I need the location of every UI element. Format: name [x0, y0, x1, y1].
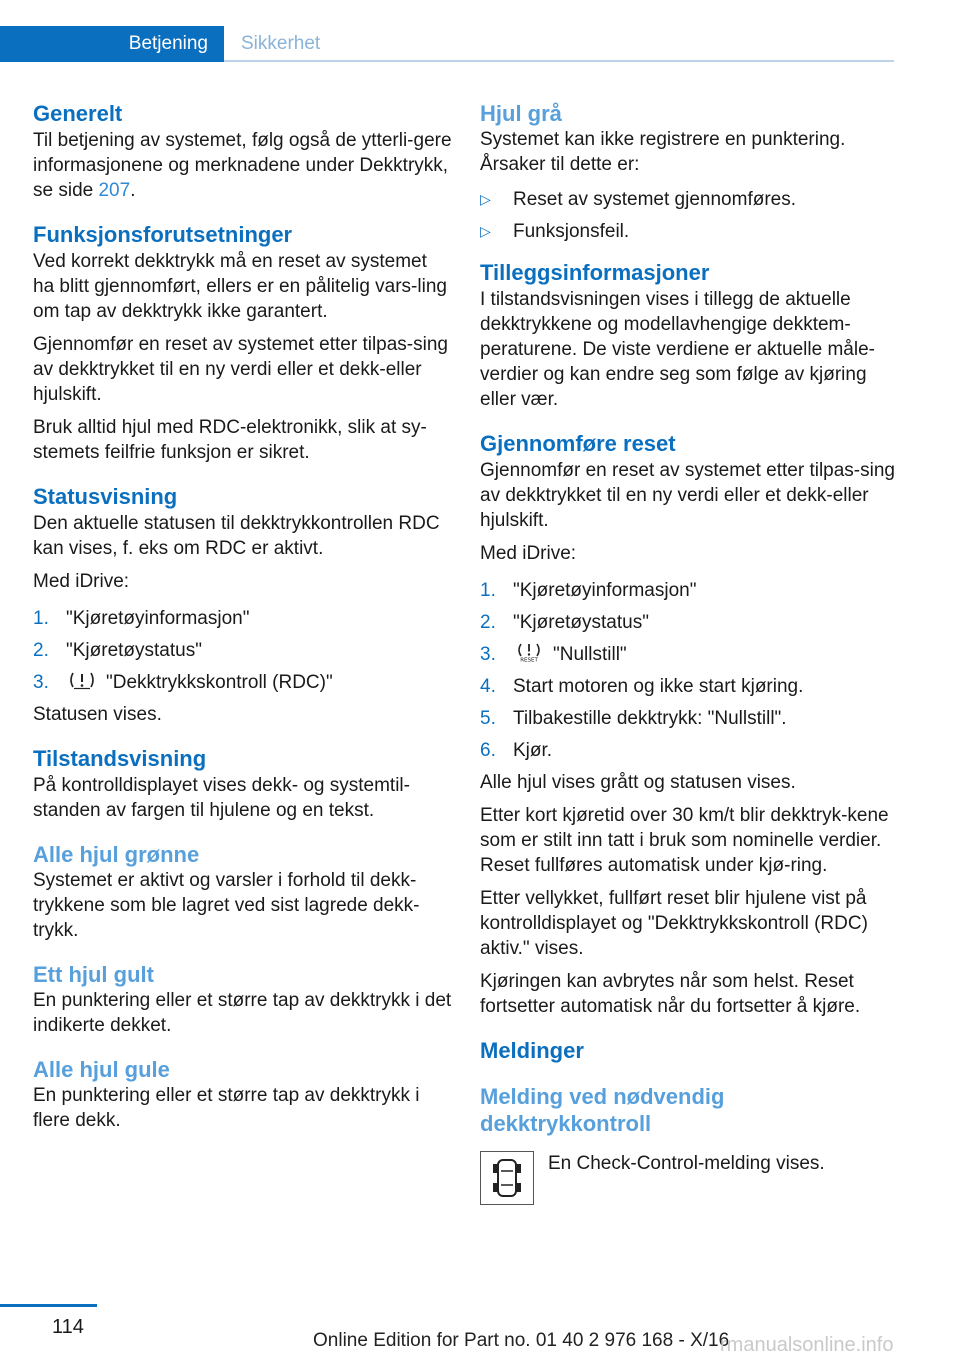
step-text: "Kjøretøystatus" — [66, 640, 202, 661]
page-header — [0, 0, 960, 62]
step-text: "Nullstill" — [553, 644, 627, 665]
reset-paragraph-5: Etter vellykket, fullført reset blir hjulene vist på kontrolldisplayet og "Dekktrykkskontroll (RDC) aktiv." vises. — [480, 888, 868, 959]
generelt-text: Til betjening av systemet, følg også de ytterli-gere informasjonene og merknadene under Dekktrykk, se side — [33, 130, 452, 201]
heading-gjennomfore-reset: Gjennomføre reset — [480, 431, 676, 456]
funk-paragraph-2: Gjennomfør en reset av systemet etter tilpas-sing av dekktrykket til en ny verdi eller et dekk-eller hjulskift. — [33, 334, 448, 405]
reset-paragraph-6: Kjøringen kan avbrytes når som helst. Reset fortsetter automatisk når du fortsetter å kjøre. — [480, 971, 861, 1017]
list-item — [480, 578, 895, 603]
watermark-text: rmanualsonline.info — [720, 1334, 894, 1356]
list-item — [480, 187, 895, 212]
page-number: 114 — [52, 1316, 84, 1338]
tire-check-control-icon — [480, 1151, 534, 1205]
allgelb-paragraph: En punktering eller et større tap av dekktrykk i flere dekk. — [33, 1085, 420, 1131]
step-number: 3. — [480, 644, 496, 665]
generelt-text-end: . — [130, 180, 136, 201]
heading-funksjonsforutsetninger: Funksjonsforutsetninger — [33, 222, 293, 247]
step-number: 3. — [33, 672, 49, 693]
step-text: Kjør. — [513, 740, 553, 761]
page-link-207[interactable]: 207 — [98, 180, 131, 201]
reset-steps-list — [480, 578, 895, 763]
list-item — [480, 674, 895, 699]
triangle-bullet-icon: ▷ — [480, 191, 491, 207]
step-text: Start motoren og ikke start kjøring. — [513, 676, 804, 697]
status-paragraph-1: Den aktuelle statusen til dekktrykkontrollen RDC kan vises, f. eks om RDC er aktivt. — [33, 513, 440, 559]
step-number: 1. — [33, 608, 49, 629]
reset-paragraph-2: Med iDrive: — [480, 543, 577, 564]
status-steps-list — [33, 606, 453, 695]
step-number: 6. — [480, 740, 496, 761]
heading-alle-hjul-gronne: Alle hjul grønne — [33, 842, 200, 867]
step-number: 4. — [480, 676, 496, 697]
onegelb-paragraph: En punktering eller et større tap av dekktrykk i det indikerte dekket. — [33, 990, 452, 1036]
bullet-text: Funksjonsfeil. — [513, 221, 630, 242]
tab-betjening[interactable]: Betjening — [0, 26, 224, 62]
list-item — [33, 606, 453, 631]
heading-generelt: Generelt — [33, 101, 123, 126]
left-column — [33, 100, 453, 1133]
heading-tilstandsvisning: Tilstandsvisning — [33, 746, 207, 771]
tillegg-paragraph: I tilstandsvisningen vises i tillegg de aktuelle dekktrykkene og modellavhengige dekktem-peraturene. De viste verdiene er aktuelle måle-verdier og kan endre seg som følge av kjøring eller vær. — [480, 289, 875, 410]
heading-meldinger: Meldinger — [480, 1038, 584, 1063]
check-control-text: En Check-Control-melding vises. — [548, 1153, 825, 1174]
tab-sikkerhet[interactable]: Sikkerhet — [241, 33, 321, 54]
heading-ett-hjul-gult: Ett hjul gult — [33, 962, 154, 987]
list-item — [33, 670, 453, 695]
list-item — [480, 706, 895, 731]
grey-bullets-list — [480, 187, 895, 244]
step-text: "Kjøretøyinformasjon" — [66, 608, 250, 629]
generelt-paragraph — [33, 128, 453, 203]
reset-paragraph-4: Etter kort kjøretid over 30 km/t blir dekktryk-kene som er stilt inn tatt i bruk som nominelle verdier. Reset fullføres automatisk under kjø-ring. — [480, 805, 889, 876]
list-item — [480, 738, 895, 763]
step-text: "Kjøretøystatus" — [513, 612, 649, 633]
triangle-bullet-icon: ▷ — [480, 223, 491, 239]
step-text: "Kjøretøyinformasjon" — [513, 580, 697, 601]
edition-text: Online Edition for Part no. 01 40 2 976 168 - X/16 — [313, 1330, 730, 1351]
tire-reset-icon — [513, 642, 545, 662]
step-number: 5. — [480, 708, 496, 729]
list-item — [480, 610, 895, 635]
bullet-text: Reset av systemet gjennomføres. — [513, 189, 796, 210]
step-text: "Dekktrykkskontroll (RDC)" — [106, 672, 333, 693]
heading-alle-hjul-gule: Alle hjul gule — [33, 1057, 170, 1082]
heading-hjul-gra: Hjul grå — [480, 101, 562, 126]
grey-paragraph: Systemet kan ikke registrere en punktering. Årsaker til dette er: — [480, 129, 846, 175]
right-column — [480, 100, 895, 1205]
status-paragraph-3: Statusen vises. — [33, 704, 162, 725]
reset-icon-label: RESET — [520, 657, 538, 662]
step-number: 1. — [480, 580, 496, 601]
header-divider — [224, 60, 894, 62]
reset-paragraph-3: Alle hjul vises grått og statusen vises. — [480, 772, 796, 793]
heading-tilleggsinformasjoner: Tilleggsinformasjoner — [480, 260, 710, 285]
heading-melding-ved-nodvendig: Melding ved nødvendig dekktrykkontroll — [480, 1084, 725, 1136]
green-paragraph: Systemet er aktivt og varsler i forhold til dekk-trykkene som ble lagret ved sist lagrede dekk-trykk. — [33, 870, 420, 941]
tilstand-paragraph: På kontrolldisplayet vises dekk- og systemtil-standen av fargen til hjulene og en tekst. — [33, 775, 410, 821]
status-paragraph-2: Med iDrive: — [33, 571, 130, 592]
list-item — [480, 219, 895, 244]
footer-divider — [0, 1304, 97, 1307]
funk-paragraph-1: Ved korrekt dekktrykk må en reset av systemet ha blitt gjennomført, ellers er en pålitelig vars-ling om tap av dekktrykk ikke garantert. — [33, 251, 447, 322]
step-text: Tilbakestille dekktrykk: "Nullstill". — [513, 708, 787, 729]
step-number: 2. — [480, 612, 496, 633]
check-control-message-row — [480, 1151, 895, 1205]
list-item — [480, 642, 895, 667]
list-item — [33, 638, 453, 663]
tire-pressure-warning-icon — [66, 670, 98, 690]
funk-paragraph-3: Bruk alltid hjul med RDC-elektronikk, slik at sy-stemets feilfrie funksjon er sikret. — [33, 417, 427, 463]
step-number: 2. — [33, 640, 49, 661]
heading-statusvisning: Statusvisning — [33, 484, 178, 509]
reset-paragraph-1: Gjennomfør en reset av systemet etter tilpas-sing av dekktrykket til en ny verdi eller et dekk-eller hjulskift. — [480, 460, 895, 531]
